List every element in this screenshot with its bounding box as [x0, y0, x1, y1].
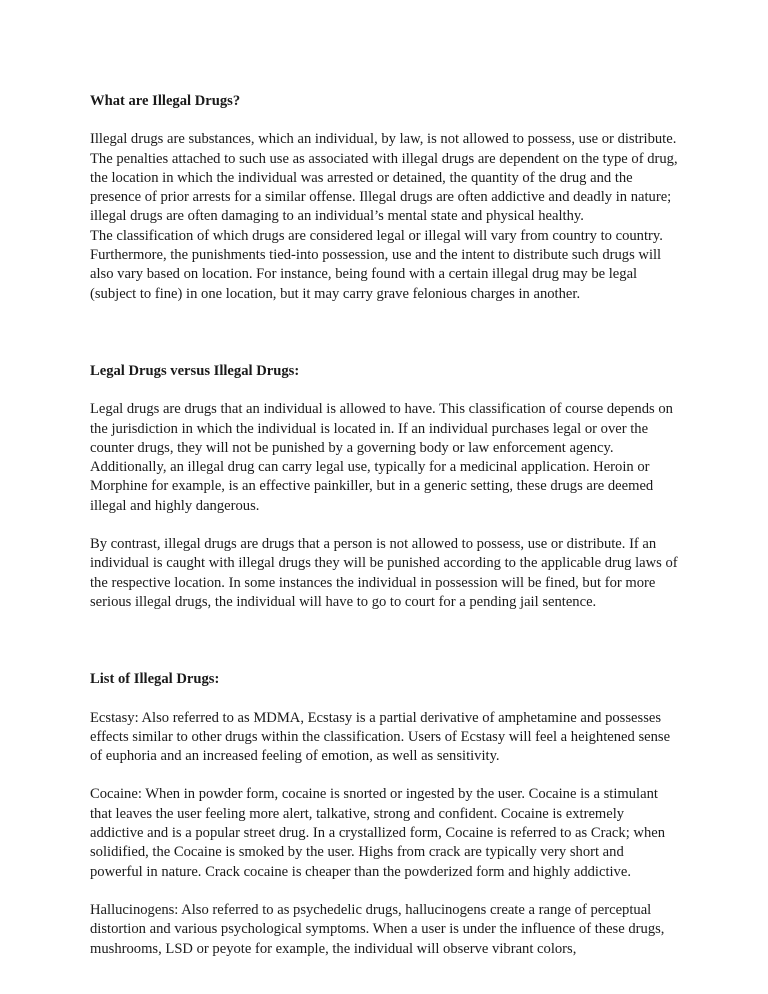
section-heading-list-of-illegal-drugs: List of Illegal Drugs: [90, 671, 220, 688]
paragraph-illegal-drugs-contrast: By contrast, illegal drugs are drugs that a person is not allowed to possess, use or distribute. If an individual is caught with illegal drugs they will be punished according to the applicable drug laws of the respective location. In some instances the individual in possession will be fined, but for more serious illegal drugs, the individual will have to go to court for a pending jail sentence. [90, 536, 678, 610]
paragraph-ecstasy: Ecstasy: Also referred to as MDMA, Ecstasy is a partial derivative of amphetamine and possesses effects similar to other drugs within the classification. Users of Ecstasy will feel a heightened sense of euphoria and an increased feeling of emotion, as well as sensitivity. [90, 709, 671, 765]
paragraph-hallucinogens: Hallucinogens: Also referred to as psychedelic drugs, hallucinogens create a range of perceptual distortion and various psychological symptoms. When a user is under the influence of these drugs, mushrooms, LSD or peyote for example, the individual will observe vibrant colors, [90, 901, 665, 957]
paragraph-classification-varies: The classification of which drugs are considered legal or illegal will vary from country to country. Furthermore, the punishments tied-into possession, use and the intent to distribute such drugs will also vary based on location. For instance, being found with a certain illegal drug may be legal (subject to fine) in one location, but it may carry grave felonious charges in another. [90, 227, 663, 302]
section-heading-what-are-illegal-drugs: What are Illegal Drugs? [90, 93, 241, 109]
paragraph-legal-drugs: Legal drugs are drugs that an individual is allowed to have. This classification of course depends on the jurisdiction in which the individual is located in. If an individual purchases legal or over the counter drugs, they will not be punished by a governing body or law enforcement agency. Additionally, an illegal drug can carry legal use, typically for a medicinal application. Heroin or Morphine for example, is an effective painkiller, but in a generic setting, these drugs are deemed illegal and highly dangerous. [90, 401, 673, 514]
paragraph-cocaine: Cocaine: When in powder form, cocaine is snorted or ingested by the user. Cocaine is a stimulant that leaves the user feeling more alert, talkative, strong and confident. Cocaine is extremely addictive and is a popular street drug. In a crystallized form, Cocaine is referred to as Crack; when solidified, the Cocaine is smoked by the user. Highs from crack are typically very short and powerful in nature. Crack cocaine is cheaper than the powderized form and highly addictive. [90, 786, 666, 880]
section-heading-legal-vs-illegal: Legal Drugs versus Illegal Drugs: [90, 362, 300, 379]
document-page [90, 92, 680, 959]
paragraph-illegal-drugs-definition: Illegal drugs are substances, which an individual, by law, is not allowed to possess, use or distribute. The penalties attached to such use as associated with illegal drugs are dependent on the type of drug, the location in which the individual was arrested or detained, the quantity of the drug and the presence of prior arrests for a similar offense. Illegal drugs are often addictive and deadly in nature; illegal drugs are often damaging to an individual’s mental state and physical healthy. [90, 131, 678, 225]
